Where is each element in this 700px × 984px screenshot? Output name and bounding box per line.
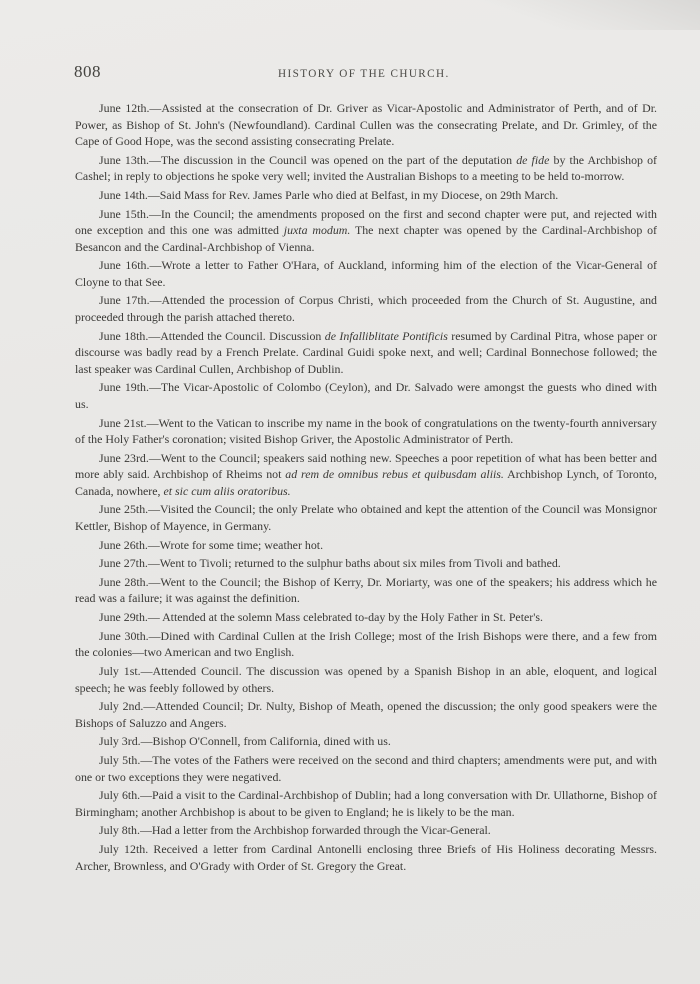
entry-july-3: July 3rd.—Bishop O'Connell, from California, dined with us. xyxy=(99,734,391,749)
entry-june-29: June 29th.— Attended at the solemn Mass celebrated to-day by the Holy Father in St. Peter's. xyxy=(99,610,543,625)
page-corner-shadow xyxy=(460,0,700,30)
entry-july-2: July 2nd.—Attended Council; Dr. Nulty, Bishop of Meath, opened the discussion; the only good speakers were the Bishops of Saluzzo and Angers. xyxy=(75,699,657,730)
entry-june-19: June 19th.—The Vicar-Apostolic of Colombo (Ceylon), and Dr. Salvado were amongst the guests who dined with us. xyxy=(75,380,657,411)
entry-july-1: July 1st.—Attended Council. The discussion was opened by a Spanish Bishop in an able, eloquent, and logical speech; he was feebly followed by others. xyxy=(75,664,657,695)
entry-june-12: June 12th.—Assisted at the consecration of Dr. Griver as Vicar-Apostolic and Administrator of Perth, and of Dr. Power, as Bishop of St. John's (Newfoundland). Cardinal Cullen was the consecrating Prelate, and Dr. Grimley, of the Cape of Good Hope, was the second assisting consecrating Prelate. xyxy=(75,101,657,148)
entry-june-25: June 25th.—Visited the Council; the only Prelate who obtained and kept the attention of the Council was Monsignor Kettler, Bishop of Mayence, in Germany. xyxy=(75,502,657,533)
entry-june-26: June 26th.—Wrote for some time; weather hot. xyxy=(99,537,324,552)
entry-june-27: June 27th.—Went to Tivoli; returned to the sulphur baths about six miles from Tivoli and bathed. xyxy=(99,556,561,571)
entry-july-12: July 12th. Received a letter from Cardinal Antonelli enclosing three Briefs of His Holiness decorating Messrs. Archer, Brownless, and O'Grady with Order of St. Gregory the Great. xyxy=(75,842,657,873)
entry-july-5: July 5th.—The votes of the Fathers were received on the second and third chapters; amendments were put, and with one or two exceptions they were negatived. xyxy=(75,753,657,784)
entry-june-14: June 14th.—Said Mass for Rev. James Parle who died at Belfast, in my Diocese, on 29th March. xyxy=(99,187,559,202)
entry-june-21: June 21st.—Went to the Vatican to inscribe my name in the book of congratulations on the twenty-fourth anniversary of the Holy Father's coronation; visited Bishop Griver, the Apostolic Administrator of Perth. xyxy=(75,415,657,446)
entry-july-8: July 8th.—Had a letter from the Archbishop forwarded through the Vicar-General. xyxy=(99,823,491,838)
entry-july-6: July 6th.—Paid a visit to the Cardinal-Archbishop of Dublin; had a long conversation with Dr. Ullathorne, Bishop of Birmingham; another Archbishop is about to be given to England; he is likely to be the man. xyxy=(75,788,657,819)
page-header xyxy=(0,62,700,84)
entry-june-15: June 15th.—In the Council; the amendments proposed on the first and second chapter were put, and rejected with one exception and this one was admitted juxta modum. The next chapter was opened by the Cardinal-Archbishop of Besancon and the Cardinal-Archbishop of Vienna. xyxy=(75,206,658,254)
entry-june-18: June 18th.—Attended the Council. Discussion de Infalliblitate Pontificis resumed by Cardinal Pitra, whose paper or discourse was badly read by a French Prelate. Cardinal Guidi spoke next, and well; Cardinal Bonnechose followed; the last speaker was Cardinal Cullen, Archbishop of Dublin. xyxy=(75,328,657,376)
entry-june-30: June 30th.—Dined with Cardinal Cullen at the Irish College; most of the Irish Bishops were there, and a few from the colonies—two American and two English. xyxy=(75,628,657,660)
page-number: 808 xyxy=(74,62,101,81)
entry-june-13: June 13th.—The discussion in the Council was opened on the part of the deputation de fide by the Archbishop of Cashel; in reply to objections he spoke very well; invited the Australian Bishops to a meeting to be held to-morrow. xyxy=(75,152,657,184)
diary-text xyxy=(75,100,657,876)
entry-june-23: June 23rd.—Went to the Council; speakers said nothing new. Speeches a poor repetition of what has been better and more ably said. Archbishop of Rheims not ad rem de omnibus rebus et quibusdam aliis. Archbishop Lynch, of Toronto, Canada, nowhere, et sic cum aliis oratoribus. xyxy=(75,450,657,498)
entry-june-17: June 17th.—Attended the procession of Corpus Christi, which proceeded from the Church of St. Augustine, and proceeded through the parish attached thereto. xyxy=(75,293,657,324)
running-head: HISTORY OF THE CHURCH. xyxy=(278,68,450,80)
entry-june-28: June 28th.—Went to the Council; the Bishop of Kerry, Dr. Moriarty, was one of the speakers; his address which he read was a failure; it was against the definition. xyxy=(75,574,657,606)
entry-june-16: June 16th.—Wrote a letter to Father O'Hara, of Auckland, informing him of the election of the Vicar-General of Cloyne to that See. xyxy=(75,258,657,289)
